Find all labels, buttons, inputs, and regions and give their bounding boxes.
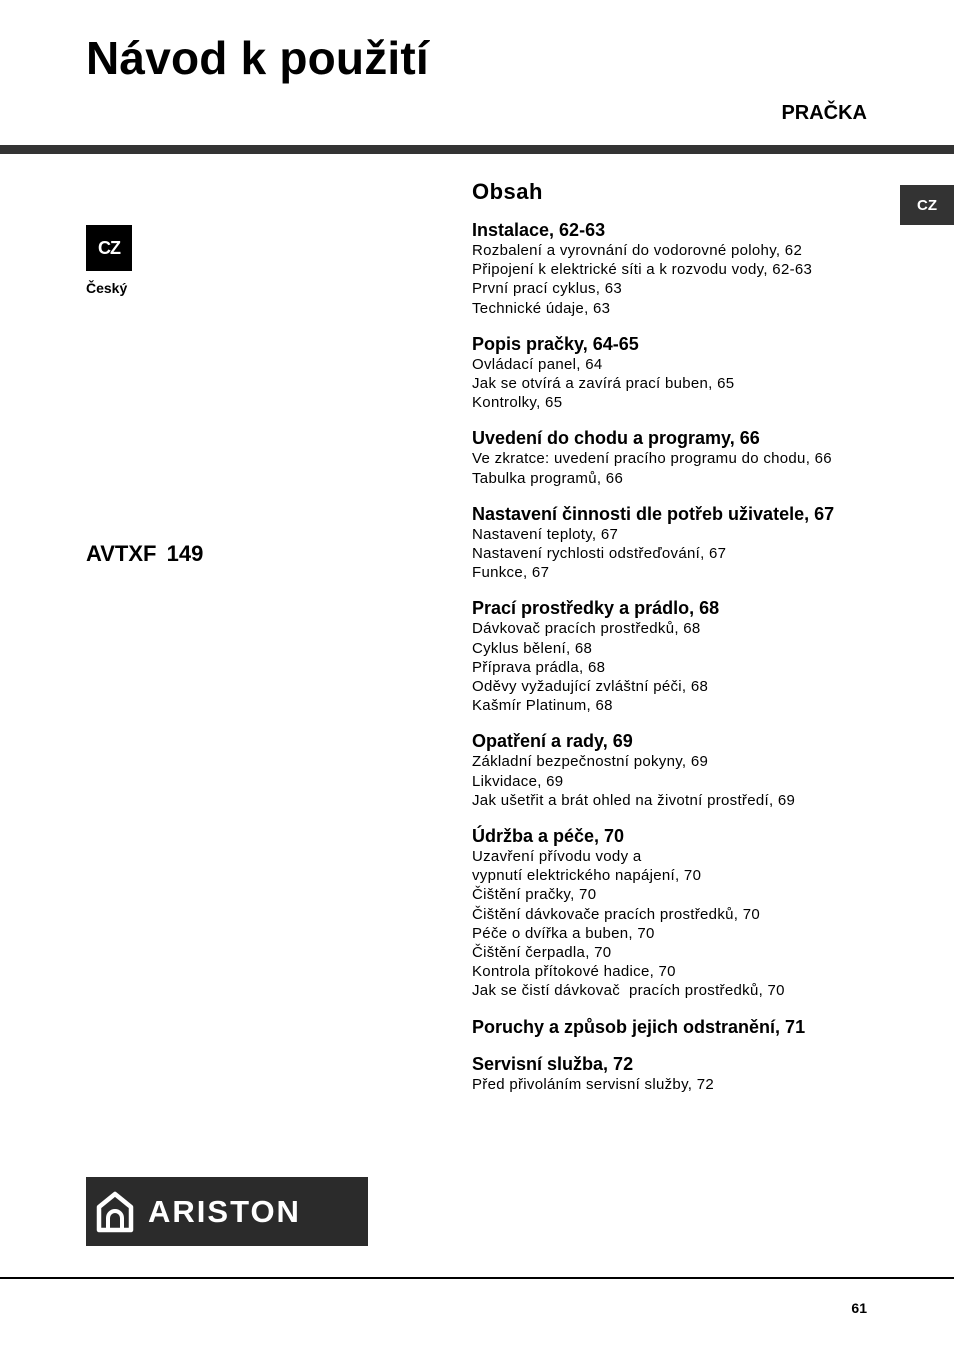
toc-section <box>472 731 892 810</box>
toc-section-heading: Uvedení do chodu a programy, 66 <box>472 428 760 449</box>
toc-entry: Nastavení rychlosti odstřeďování, 67 <box>472 545 727 563</box>
toc-entry: Ovládací panel, 64 <box>472 355 603 373</box>
toc-section-heading: Opatření a rady, 69 <box>472 731 633 752</box>
toc-entry: Čištění dávkovače pracích prostředků, 70 <box>472 905 760 923</box>
bottom-divider <box>0 1277 954 1279</box>
toc-section <box>472 334 892 413</box>
toc-entry: Rozbalení a vyrovnání do vodorovné polohy, 62 <box>472 242 803 259</box>
toc-entry: Dávkovač pracích prostředků, 68 <box>472 620 701 638</box>
toc-entry: Péče o dvířka a buben, 70 <box>472 924 655 942</box>
toc-section-heading: Nastavení činnosti dle potřeb uživatele, 67 <box>472 503 835 524</box>
toc-section <box>472 504 892 583</box>
toc-entry: Oděvy vyžadující zvláštní péči, 68 <box>472 678 709 696</box>
toc-entry: Ve zkratce: uvedení pracího programu do chodu, 66 <box>472 450 832 468</box>
toc-entry: Cyklus bělení, 68 <box>472 639 593 657</box>
house-logo-icon <box>96 1191 134 1233</box>
toc-section <box>472 1054 892 1094</box>
page-title: Návod k použití <box>86 32 429 84</box>
toc-section <box>472 1017 892 1038</box>
toc-entry: Před přivoláním servisní služby, 72 <box>472 1075 714 1093</box>
page-number: 61 <box>851 1300 867 1316</box>
table-of-contents <box>472 178 892 1110</box>
language-name: Český <box>86 280 128 296</box>
toc-entry: Jak ušetřit a brát ohled na životní prostředí, 69 <box>472 791 796 809</box>
toc-entry: Kontrola přítokové hadice, 70 <box>472 963 676 981</box>
toc-entry: Čištění čerpadla, 70 <box>472 944 612 962</box>
toc-entry: Jak se otvírá a zavírá prací buben, 65 <box>472 375 735 393</box>
toc-entry: Příprava prádla, 68 <box>472 658 606 676</box>
toc-section <box>472 220 892 318</box>
toc-section-heading: Instalace, 62-63 <box>472 220 606 240</box>
toc-entry: Uzavření přívodu vody a <box>472 848 642 866</box>
toc-sections <box>472 220 892 1094</box>
toc-entry: vypnutí elektrického napájení, 70 <box>472 867 702 885</box>
toc-entry: Funkce, 67 <box>472 564 550 582</box>
toc-entry: První prací cyklus, 63 <box>472 280 622 298</box>
toc-section-heading: Servisní služba, 72 <box>472 1053 634 1074</box>
toc-entry: Technické údaje, 63 <box>472 299 611 317</box>
product-type: PRAČKA <box>781 102 867 124</box>
toc-entry: Tabulka programů, 66 <box>472 469 624 487</box>
toc-entry: Připojení k elektrické síti a k rozvodu vody, 62-63 <box>472 261 813 279</box>
toc-entry: Jak se čistí dávkovač pracích prostředků, 70 <box>472 982 785 1000</box>
toc-section-heading: Prací prostředky a prádlo, 68 <box>472 598 720 619</box>
toc-title: Obsah <box>472 179 543 204</box>
top-divider <box>0 145 954 154</box>
toc-entry: Nastavení teploty, 67 <box>472 525 619 543</box>
model-number: AVTXF 149 <box>86 541 204 566</box>
language-badge: CZ <box>86 225 132 271</box>
brand-logo <box>86 1177 368 1246</box>
toc-section-heading: Poruchy a způsob jejich odstranění, 71 <box>472 1016 806 1037</box>
brand-name: ARISTON <box>148 1194 301 1229</box>
toc-entry: Základní bezpečnostní pokyny, 69 <box>472 753 709 771</box>
toc-section-heading: Údržba a péče, 70 <box>472 826 625 847</box>
language-side-tab: CZ <box>900 185 954 225</box>
toc-entry: Kašmír Platinum, 68 <box>472 697 613 715</box>
toc-section <box>472 598 892 715</box>
toc-section <box>472 428 892 487</box>
toc-entry: Kontrolky, 65 <box>472 394 563 412</box>
toc-entry: Čištění pračky, 70 <box>472 886 597 904</box>
toc-entry: Likvidace, 69 <box>472 772 564 790</box>
toc-section-heading: Popis pračky, 64-65 <box>472 333 639 354</box>
toc-section <box>472 826 892 1001</box>
